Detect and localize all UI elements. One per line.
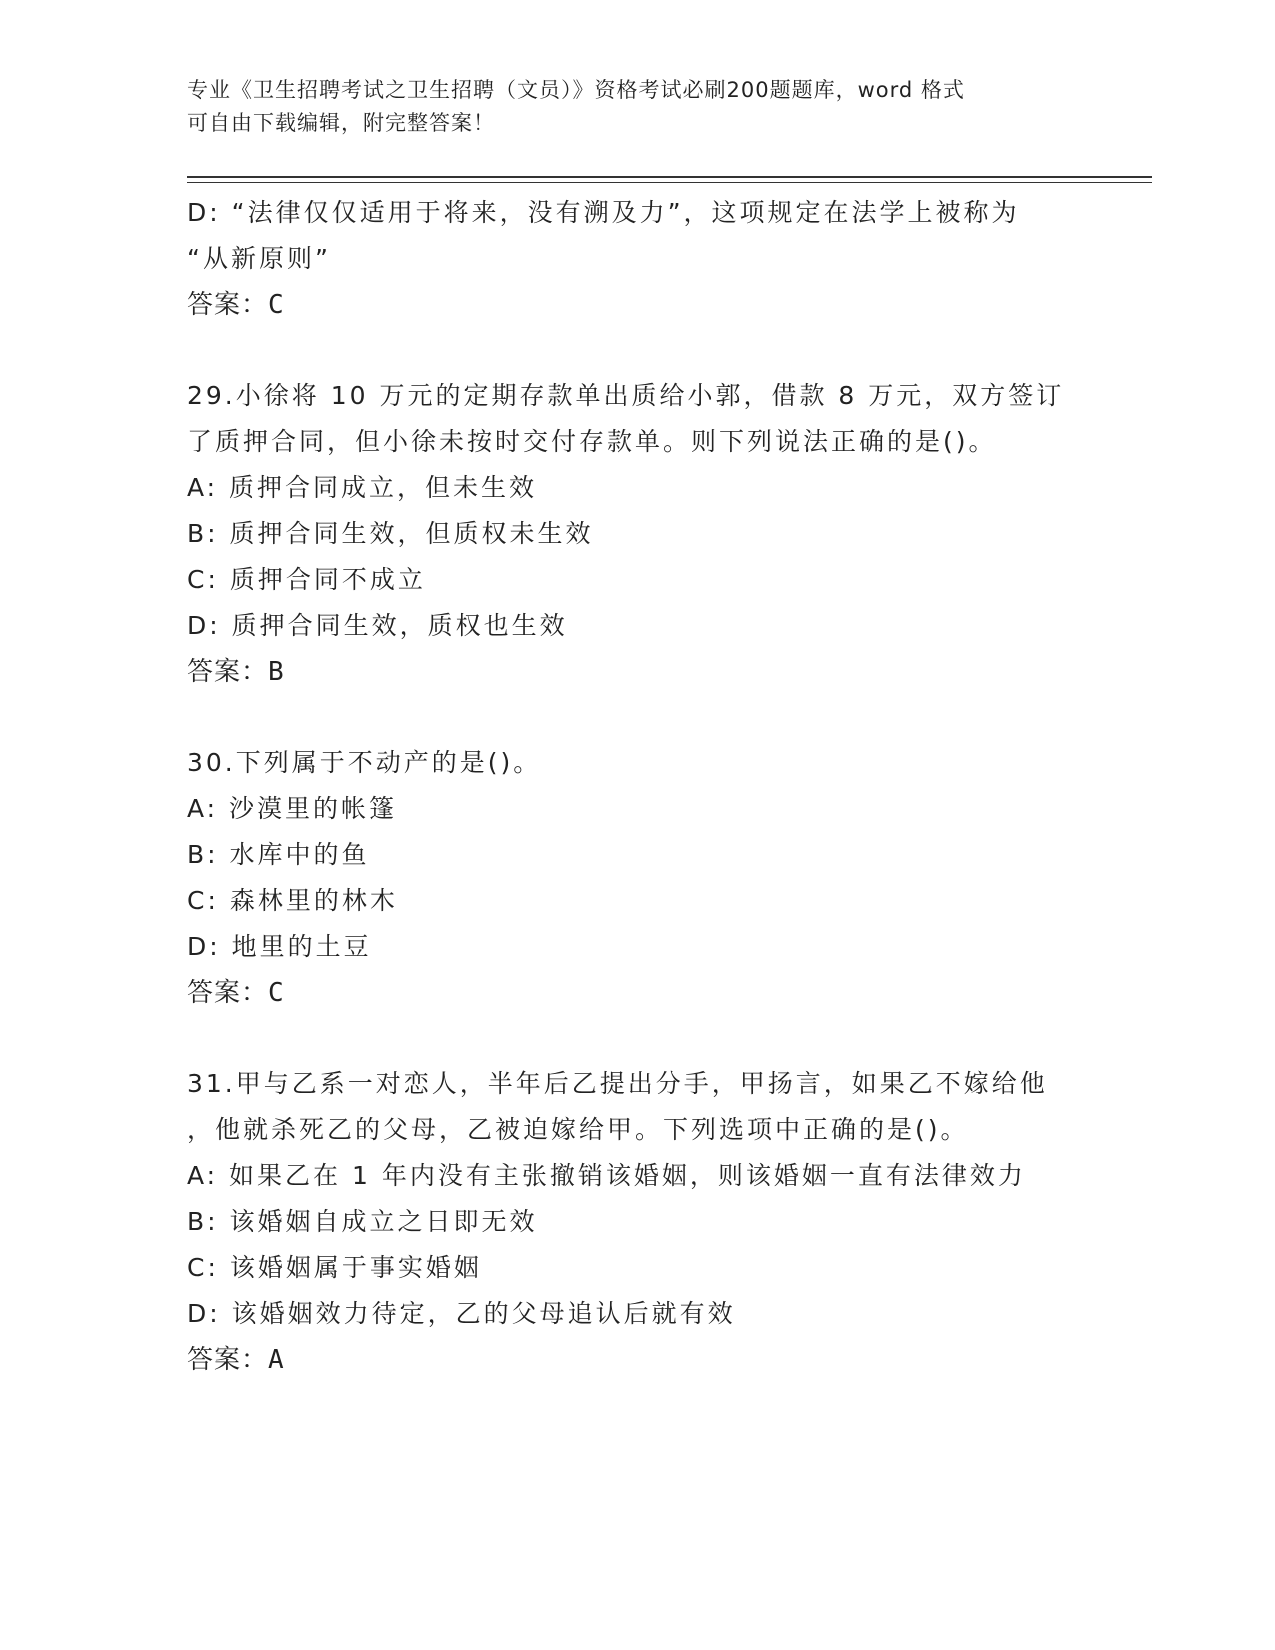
header-line-1: 专业《卫生招聘考试之卫生招聘（文员）》资格考试必刷200题题库，word 格式 — [187, 78, 965, 102]
option-b: B: 水库中的鱼 — [187, 840, 370, 869]
answer-label: 答案： — [187, 978, 269, 1008]
option-c: C: 质押合同不成立 — [187, 565, 426, 594]
spacer — [187, 328, 1087, 373]
header-divider-thin — [187, 182, 1152, 183]
option-c: C: 森林里的林木 — [187, 886, 398, 915]
option-c: C: 该婚姻属于事实婚姻 — [187, 1253, 482, 1282]
option-d: D: “法律仅仅适用于将来，没有溯及力”，这项规定在法学上被称为 — [187, 198, 1020, 227]
answer-label: 答案： — [187, 1345, 269, 1375]
option-d-continued: “从新原则” — [187, 244, 331, 273]
header-divider-thick — [187, 176, 1152, 178]
option-a: A: 沙漠里的帐篷 — [187, 794, 398, 823]
answer-value: C — [268, 978, 285, 1008]
question-31 — [187, 1061, 1087, 1383]
answer-value: B — [268, 657, 285, 687]
option-a: A: 如果乙在 1 年内没有主张撤销该婚姻，则该婚姻一直有法律效力 — [187, 1161, 1026, 1190]
question-stem: 29.小徐将 10 万元的定期存款单出质给小郭，借款 8 万元，双方签订 — [187, 381, 1065, 410]
answer-line — [187, 1337, 1087, 1383]
question-stem-continued: 了质押合同，但小徐未按时交付存款单。则下列说法正确的是()。 — [187, 427, 997, 456]
spacer — [187, 1016, 1087, 1061]
answer-line — [187, 649, 1087, 695]
answer-line — [187, 282, 1087, 328]
question-30 — [187, 740, 1087, 1016]
document-header — [187, 74, 1067, 140]
question-list — [187, 190, 1087, 1383]
answer-line — [187, 970, 1087, 1016]
answer-value: A — [268, 1345, 285, 1375]
question-stem-continued: ，他就杀死乙的父母，乙被迫嫁给甲。下列选项中正确的是()。 — [187, 1115, 969, 1144]
option-d: D: 质押合同生效，质权也生效 — [187, 611, 568, 640]
previous-question-tail — [187, 190, 1087, 328]
question-stem: 30.下列属于不动产的是()。 — [187, 748, 542, 777]
question-29 — [187, 373, 1087, 695]
spacer — [187, 695, 1087, 740]
answer-label: 答案： — [187, 290, 269, 320]
answer-label: 答案： — [187, 657, 269, 687]
option-a: A: 质押合同成立，但未生效 — [187, 473, 538, 502]
option-d: D: 地里的土豆 — [187, 932, 372, 961]
option-b: B: 该婚姻自成立之日即无效 — [187, 1207, 538, 1236]
question-stem: 31.甲与乙系一对恋人，半年后乙提出分手，甲扬言，如果乙不嫁给他 — [187, 1069, 1048, 1098]
header-line-2: 可自由下载编辑，附完整答案！ — [187, 111, 495, 135]
answer-value: C — [268, 290, 285, 320]
option-b: B: 质押合同生效，但质权未生效 — [187, 519, 594, 548]
option-d: D: 该婚姻效力待定，乙的父母追认后就有效 — [187, 1299, 736, 1328]
